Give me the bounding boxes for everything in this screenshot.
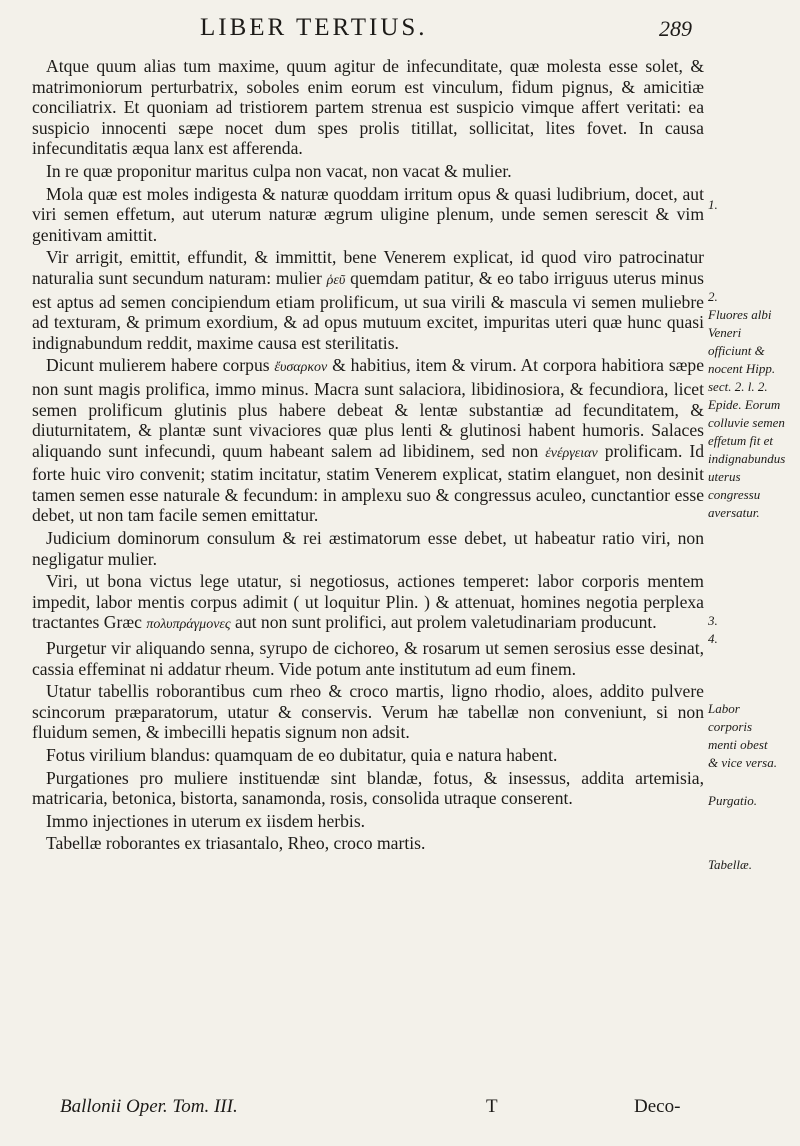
margin-note: 1. [708, 197, 718, 212]
text-run: Dicunt mulierem habere corpus [46, 355, 275, 376]
page-header [0, 14, 800, 48]
text-run: Tabellæ roborantes ex triasantalo, Rheo, croco martis. [46, 833, 426, 854]
paragraph [32, 638, 704, 679]
text-run: Purgetur vir aliquando senna, syrupo de cichoreo, & rosarum ut semen serosius esse desinat, cassia effeminat ni addatur rheum. Vide potum ante institutum ad eum finem. [32, 638, 704, 679]
paragraph [32, 571, 704, 636]
paragraph [32, 811, 704, 832]
paragraph [32, 528, 704, 569]
paragraph [32, 247, 704, 353]
paragraph [32, 184, 704, 246]
margin-note: Tabellæ. [708, 857, 752, 872]
catchword: Deco- [634, 1096, 681, 1117]
text-run: Atque quum alias tum maxime, quum agitur de infecunditate, quæ molesta esse solet, & matrimoniorum perturbatrix, soboles enim eorum est vinculum, fidum pignus, & amicitiæ conciliatrix. Et quoniam ad tristiorem partem strenua est suspicio vimque affert veritati: ea suspicio innocenti sæpe nocet dum spes prolis titillat, sollicitat, lites fovet. In causa infecunditatis æqua lanx est afferenda. [32, 56, 704, 159]
text-run: Viri, ut bona victus lege utatur, si negotiosus, actiones temperet: labor corporis mentem impedit, labor mentis corpus adimit ( ut loquitur Plin. ) & attenuat, homines negotia perplexa tractantes Græc [32, 571, 704, 633]
paragraph [32, 681, 704, 743]
paragraph [32, 745, 704, 766]
paragraph [32, 355, 704, 526]
paragraph [32, 833, 704, 854]
text-run: Fotus virilium blandus: quamquam de eo dubitatur, quia e natura habent. [46, 745, 558, 765]
text-run: Utatur tabellis roborantibus cum rheo & croco martis, ligno rhodio, aloes, addito pulvere scincorum præparatorum, utatur & conservis. Verum hæ tabellæ non conveniunt, si non fluidum semen, & imbecilli hepatis signum non adsit. [32, 681, 704, 743]
text-run: prolificam. Id forte huic viro convenit; statim incitatur, statim Venerem explicat, statim elanguet, non desinit tamen semen esse naturale & fecundum: in amplexu suo & congressus aculeo, cunctantior esse debet, ut non tam facile semen emittatur. [32, 440, 704, 526]
paragraph [32, 768, 704, 809]
main-text-column [32, 56, 704, 856]
text-run: quemdam patitur, & eo tabo irriguus uterus minus est aptus ad semen concipiendum etiam prolificum, ut sua virili & mascula vi semen muliebre ad texturam, & primum exordium, & ad opus mutuum excitet, impuritas uteri quæ hunc quasi indignabundum reddit, maxime causa est sterilitatis. [32, 267, 704, 353]
text-run: Judicium dominorum consulum & rei æstimatorum esse debet, ut habeatur ratio viri, non negligatur mulier. [32, 528, 704, 569]
page-footer [0, 1096, 800, 1126]
text-run: In re quæ proponitur maritus culpa non vacat, non vacat & mulier. [46, 160, 512, 181]
margin-note: 2. Fluores albi Veneri officiunt & nocent Hipp. sect. 2. l. 2. Epide. Eorum colluvie semen effetum fit et indignabundus uterus congressu aversatur. [708, 289, 786, 520]
running-title: LIBER TERTIUS. [200, 14, 428, 41]
text-run: Immo injectiones in uterum ex iisdem herbis. [46, 810, 366, 831]
greek-word: ἐνέργειαν [545, 445, 598, 461]
paragraph [32, 161, 704, 182]
greek-word: πολυπράγμονες [146, 617, 231, 633]
text-run: Vir arrigit, emittit, effundit, & immittit, bene Venerem explicat, id quod viro patrocinatur naturalia sunt secundum naturam: mulier [32, 247, 704, 288]
text-run: aut non sunt prolifici, aut prolem valetudinariam producunt. [230, 612, 657, 633]
text-run: & habitius, item & virum. At corpora habitiora sæpe non sunt magis prolifica, immo minus. Macra sunt salaciora, libidinosiora, & fecundiora, licet semen prolificum glutinis plus habere debeat & lentæ substantiæ ad fecunditatem, & diuturnitatem, & plantæ sunt vivaciores quæ plus lenti & glutinosi habent humoris. Salaces aliquando sunt infecundi, quum habeant salem ad libidinem, sed non [32, 355, 705, 461]
greek-word: ἔυσαρκον [274, 360, 328, 376]
paragraph [32, 56, 704, 159]
margin-note: 4. [708, 631, 718, 646]
greek-word: ῥεῦ [326, 272, 346, 288]
signature-mark: T [486, 1096, 498, 1117]
text-run: Purgationes pro muliere instituendæ sint blandæ, fotus, & insessus, addita artemisia, matricaria, betonica, bistorta, sanamonda, rosis, consolida utraque conserent. [32, 767, 704, 809]
running-foot: Ballonii Oper. Tom. III. [60, 1096, 238, 1117]
margin-note: 3. [708, 613, 718, 628]
page-number: 289 [659, 16, 692, 41]
margin-note: Purgatio. [708, 793, 757, 808]
text-run: Mola quæ est moles indigesta & naturæ quoddam irritum opus & quasi ludibrium, docet, aut viri semen effetum, aut uterum naturæ ægrum uligine plenum, unde semen serescit & vim genitivam amittit. [32, 183, 704, 245]
margin-note: Labor corporis menti obest & vice versa. [708, 701, 777, 770]
